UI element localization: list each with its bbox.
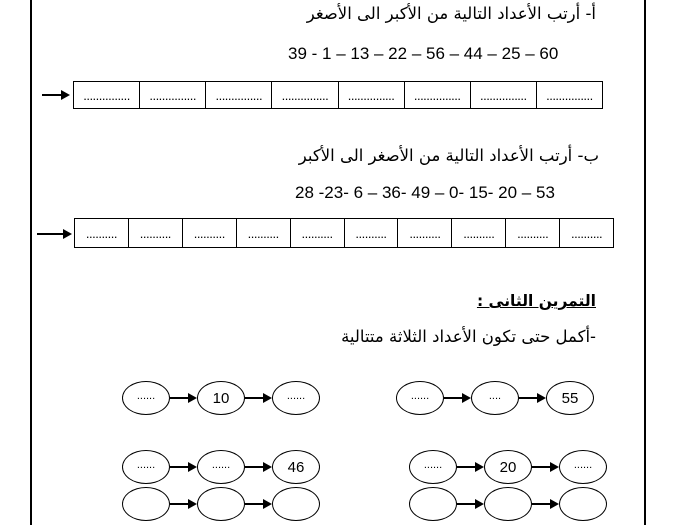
number-oval[interactable]: ...... (272, 381, 320, 415)
chain-arrow-icon (444, 393, 471, 403)
exercise-two-title: التمرين الثانى : (476, 292, 596, 310)
numbers-a: 39 - 1 – 13 – 22 – 56 – 44 – 25 – 60 (288, 44, 559, 63)
chain-arrow-icon (170, 393, 197, 403)
chain-arrow-icon (519, 393, 546, 403)
number-oval[interactable]: ...... (559, 450, 607, 484)
number-oval[interactable] (122, 487, 170, 521)
number-oval[interactable]: 55 (546, 381, 594, 415)
answer-cell[interactable]: ............... (338, 82, 404, 108)
answer-cell[interactable]: ............... (536, 82, 602, 108)
answer-cell[interactable]: ............... (83, 87, 130, 103)
number-oval[interactable]: ...... (122, 381, 170, 415)
instruction-b: ب- أرتب الأعداد التالية من الأصغر الى الأكبر (298, 146, 599, 165)
answer-cell[interactable]: .......... (182, 219, 236, 247)
answer-row-a (73, 81, 603, 109)
chain-arrow-icon (245, 499, 272, 509)
answer-row-b (74, 218, 614, 248)
answer-cell[interactable]: .......... (85, 225, 118, 241)
chain-arrow-icon (457, 499, 484, 509)
chain-arrow-icon (245, 393, 272, 403)
page-border-right (644, 0, 646, 525)
answer-cell[interactable]: .......... (505, 219, 559, 247)
number-oval[interactable] (197, 487, 245, 521)
chain-arrow-icon (170, 499, 197, 509)
arrow-b-icon (37, 229, 73, 239)
page-border-left (30, 0, 32, 525)
chain-arrow-icon (532, 462, 559, 472)
number-oval[interactable]: 46 (272, 450, 320, 484)
answer-cell[interactable]: .......... (397, 219, 451, 247)
answer-cell[interactable]: ............... (139, 82, 205, 108)
number-oval[interactable]: ...... (197, 450, 245, 484)
answer-cell[interactable]: ............... (271, 82, 337, 108)
answer-cell[interactable]: ............... (205, 82, 271, 108)
exercise-two-instruction: -أكمل حتى تكون الأعداد الثلاثة متتالية (341, 327, 596, 346)
number-oval[interactable] (409, 487, 457, 521)
chain-arrow-icon (457, 462, 484, 472)
answer-cell[interactable]: .......... (290, 219, 344, 247)
number-oval[interactable]: ...... (396, 381, 444, 415)
answer-cell[interactable]: .......... (559, 219, 613, 247)
number-oval[interactable]: ...... (122, 450, 170, 484)
chain-arrow-icon (170, 462, 197, 472)
number-oval[interactable] (272, 487, 320, 521)
answer-cell[interactable]: ............... (470, 82, 536, 108)
answer-cell[interactable]: .......... (236, 219, 290, 247)
numbers-b: 28 -23- 6 – 36- 49 – 0- 15- 20 – 53 (295, 183, 555, 202)
instruction-a: أ- أرتب الأعداد التالية من الأكبر الى الأصغر (306, 4, 596, 23)
answer-cell[interactable]: ............... (404, 82, 470, 108)
chain-arrow-icon (532, 499, 559, 509)
number-oval[interactable]: ...... (409, 450, 457, 484)
answer-cell[interactable]: .......... (451, 219, 505, 247)
number-oval[interactable]: .... (471, 381, 519, 415)
answer-cell[interactable]: .......... (344, 219, 398, 247)
chain-arrow-icon (245, 462, 272, 472)
number-oval[interactable] (559, 487, 607, 521)
arrow-a-icon (42, 90, 70, 100)
number-oval[interactable]: 20 (484, 450, 532, 484)
number-oval[interactable] (484, 487, 532, 521)
number-oval[interactable]: 10 (197, 381, 245, 415)
answer-cell[interactable]: .......... (128, 219, 182, 247)
